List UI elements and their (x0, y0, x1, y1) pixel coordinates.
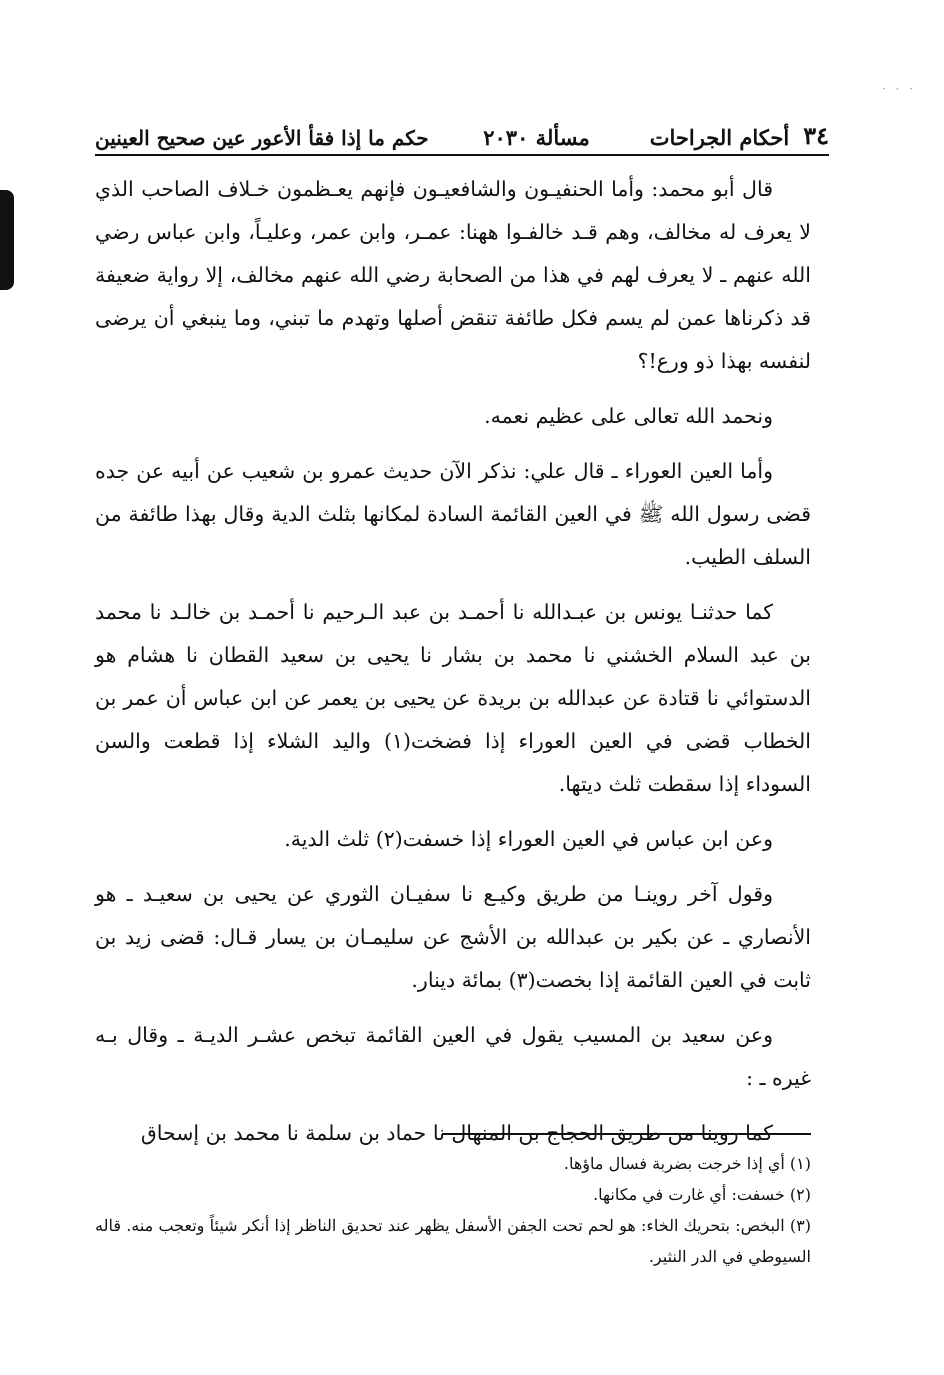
paragraph: وعن ابن عباس في العين العوراء إذا خسفت(٢) ثلث الدية. (284, 827, 773, 851)
corner-dots: · · · (881, 82, 916, 96)
footnote: (٣) البخص: بتحريك الخاء: هو لحم تحت الجفن الأسفل يظهر عند تحديق الناظر إذا أنكر شيئاً وتعجب منه. قاله السيوطي في الدر النثير. (95, 1216, 811, 1266)
page-number: ٣٤ (803, 121, 829, 150)
page-edge-shadow (0, 190, 14, 290)
paragraph: قال أبو محمد: وأما الحنفيـون والشافعيـون فإنهم يعـظمون خـلاف الصاحب الذي لا يعرف له مخالف، وهم قـد خالفـوا ههنا: عمـر، وابن عمر، وعليـاً، وابن عباس رضي الله عنهم ـ لا يعرف لهم في هذا من الصحابة رضي الله عنهم مخالف، إلا رواية ضعيفة قد ذكرناها عمن لم يسم فكل طائفة تنقض أصلها وتهدم ما تبني، وما ينبغي أن يرضى لنفسه بهذا ذو ورع!؟ (95, 177, 811, 373)
running-header (95, 110, 829, 156)
book-title: أحكام الجراحات (649, 125, 790, 150)
paragraph: وأما العين العوراء ـ قال علي: نذكر الآن حديث عمرو بن شعيب عن أبيه عن جده قضى رسول الله ﷺ في العين القائمة السادة لمكانها بثلث الدية وقال بهذا طائفة من السلف الطيب. (95, 459, 811, 569)
paragraph: كما حدثنـا يونس بن عبـدالله نا أحمـد بن عبد الـرحيم نا أحمـد بن خالـد نا محمد بن عبد السلام الخشني نا محمد بن بشار نا يحيى بن سعيد القطان نا هشام هو الدستوائي نا قتادة عن عبدالله بن بريدة عن يحيى بن يعمر عن ابن عباس أن عمر بن الخطاب قضى في العين العوراء إذا فضخت(١) واليد الشلاء إذا قطعت والسن السوداء إذا سقطت ثلث ديتها. (95, 600, 811, 796)
main-text (95, 168, 811, 1167)
footnotes (95, 1148, 811, 1272)
footnote: (١) أي إذا خرجت بضربة فسال ماؤها. (563, 1154, 811, 1173)
paragraph: وعن سعيد بن المسيب يقول في العين القائمة تبخص عشـر الديـة ـ وقال بـه غيره ـ : (95, 1023, 811, 1090)
paragraph: وقول آخر روينـا من طريق وكيـع نا سفيـان الثوري عن يحيى بن سعيـد ـ هو الأنصاري ـ عن بكير بن عبدالله بن الأشج عن سليمـان بن يسار قـال: قضى زيد بن ثابت في العين القائمة إذا بخصت(٣) بمائة دينار. (95, 882, 811, 992)
chapter-title: حكم ما إذا فقأ الأعور عين صحيح العينين (95, 126, 429, 150)
paragraph: كما روينا من طريق الحجاج بن المنهال نا حماد بن سلمة نا محمد بن إسحاق (140, 1121, 773, 1145)
issue-number: مسألة ٢٠٣٠ (483, 125, 590, 150)
footnote-separator (442, 1133, 811, 1135)
paragraph: ونحمد الله تعالى على عظيم نعمه. (484, 404, 773, 428)
footnote: (٢) خسفت: أي غارت في مكانها. (593, 1185, 811, 1204)
